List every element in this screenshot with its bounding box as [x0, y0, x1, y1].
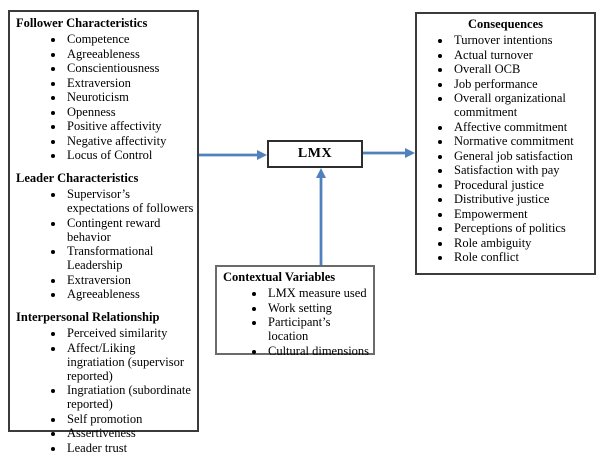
list-item: • Distributive justice — [452, 192, 592, 206]
follower-characteristics-list — [16, 32, 195, 162]
contextual-variables-list — [223, 286, 371, 358]
list-item: • Participant’s location — [266, 315, 371, 343]
list-item: • Ingratiation (subordinate reported) — [65, 383, 195, 411]
list-item: • Conscientiousness — [65, 61, 195, 75]
list-item: • Extraversion — [65, 76, 195, 90]
list-item: • Work setting — [266, 301, 371, 315]
list-item: • LMX measure used — [266, 286, 371, 300]
interpersonal-relationship-section — [16, 310, 195, 455]
consequences-title: Consequences — [467, 17, 543, 31]
consequences-list — [419, 33, 592, 264]
list-item: • Job performance — [452, 77, 592, 91]
lmx-label: LMX — [297, 146, 333, 161]
list-item: • Affect/Liking ingratiation (supervisor reported) — [65, 341, 195, 383]
list-item: • Competence — [65, 32, 195, 46]
list-item: • Negative affectivity — [65, 134, 195, 148]
list-item: • Contingent reward behavior — [65, 216, 195, 244]
list-item: • Transformational Leadership — [65, 244, 195, 272]
list-item: • Overall OCB — [452, 62, 592, 76]
interpersonal-relationship-list — [16, 326, 195, 455]
list-item: • Leader trust — [65, 441, 195, 455]
list-item: • Cultural dimensions — [266, 344, 371, 358]
list-item: • Procedural justice — [452, 178, 592, 192]
list-item: • Self promotion — [65, 412, 195, 426]
follower-characteristics-section — [16, 16, 195, 162]
list-item: • Normative commitment — [452, 134, 592, 148]
arrowhead-contextual-to-lmx — [316, 168, 326, 178]
list-item: • Overall organizational commitment — [452, 91, 592, 119]
list-item: • Affective commitment — [452, 120, 592, 134]
list-item: • Locus of Control — [65, 148, 195, 162]
list-item: • Openness — [65, 105, 195, 119]
list-item: • Agreeableness — [65, 287, 195, 301]
list-item: • Actual turnover — [452, 48, 592, 62]
consequences-box — [415, 12, 596, 275]
interpersonal-relationship-title: Interpersonal Relationship — [16, 310, 160, 324]
list-item: • Positive affectivity — [65, 119, 195, 133]
leader-characteristics-title: Leader Characteristics — [16, 171, 139, 185]
list-item: • Role ambiguity — [452, 236, 592, 250]
contextual-variables-box — [215, 265, 375, 358]
arrowhead-antecedents-to-lmx — [257, 150, 267, 160]
antecedents-box — [8, 10, 199, 455]
list-item: • Perceived similarity — [65, 326, 195, 340]
contextual-variables-title: Contextual Variables — [223, 270, 336, 284]
list-item: • Assertiveness — [65, 426, 195, 440]
list-item: • Role conflict — [452, 250, 592, 264]
list-item: • Extraversion — [65, 273, 195, 287]
list-item: • General job satisfaction — [452, 149, 592, 163]
list-item: • Neuroticism — [65, 90, 195, 104]
leader-characteristics-section — [16, 171, 195, 301]
arrowhead-lmx-to-consequences — [405, 148, 415, 158]
lmx-box — [267, 140, 363, 168]
list-item: • Perceptions of politics — [452, 221, 592, 235]
list-item: • Empowerment — [452, 207, 592, 221]
list-item: • Supervisor’s expectations of followers — [65, 187, 195, 215]
list-item: • Turnover intentions — [452, 33, 592, 47]
list-item: • Satisfaction with pay — [452, 163, 592, 177]
follower-characteristics-title: Follower Characteristics — [16, 16, 148, 30]
leader-characteristics-list — [16, 187, 195, 301]
list-item: • Agreeableness — [65, 47, 195, 61]
